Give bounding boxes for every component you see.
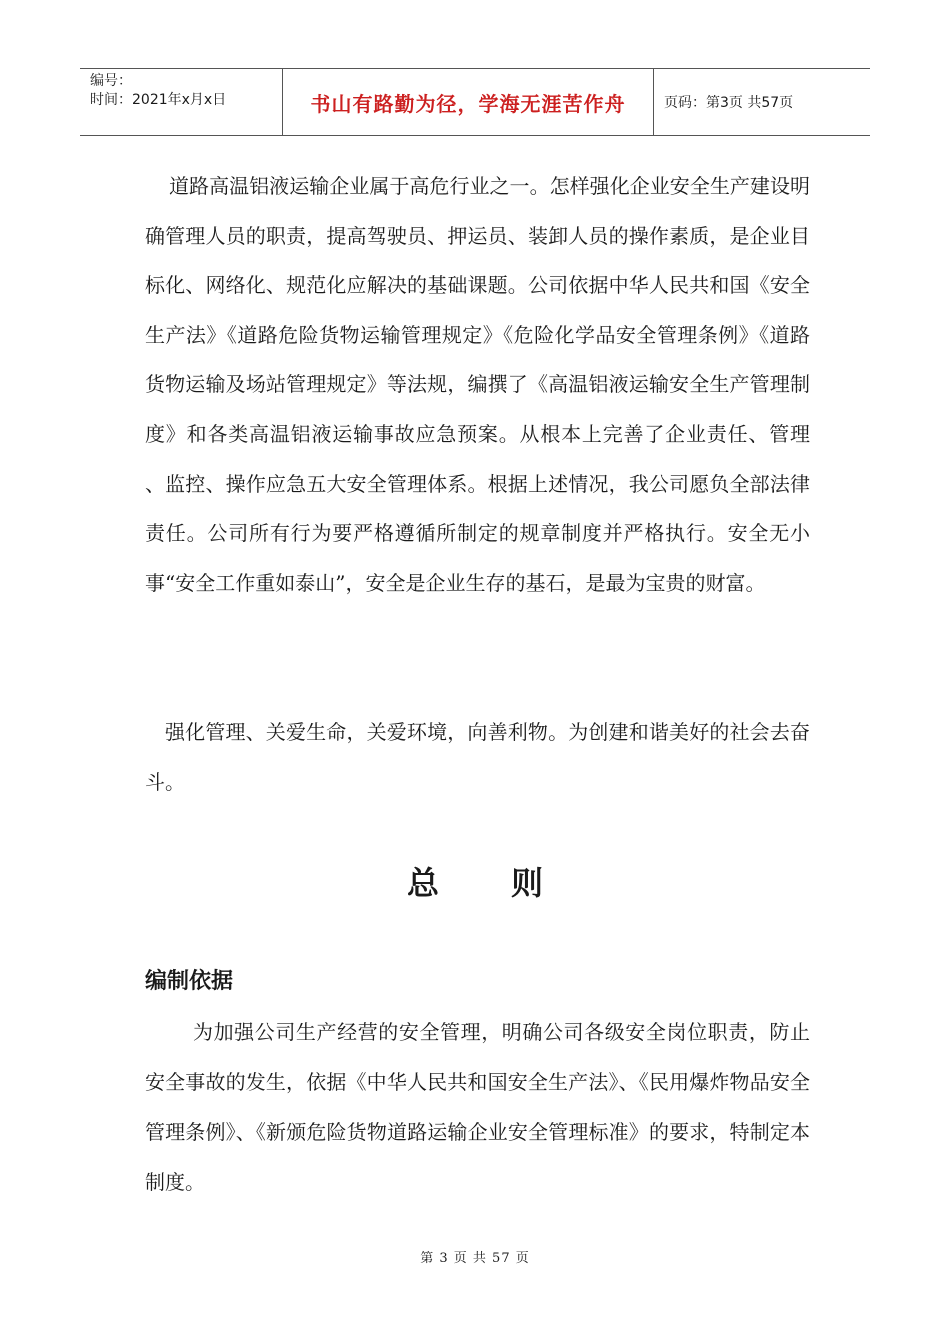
basis-paragraph: 为加强公司生产经营的安全管理，明确公司各级安全岗位职责，防止安全事故的发生，依据《中华人民共和国安全生产法》、《民用爆炸物品安全管理条例》、《新颁危险货物道路运输企业安全管理标准》的要求，特制定本制度。 — [145, 1020, 810, 1194]
section-heading: 编制依据 — [145, 969, 234, 994]
header-motto: 书山有路勤为径，学海无涯苦作舟 — [282, 69, 654, 135]
header-info — [80, 69, 282, 135]
intro-paragraph: 道路高温铝液运输企业属于高危行业之一。怎样强化企业安全生产建设明确管理人员的职责，提高驾驶员、押运员、装卸人员的操作素质，是企业目标化、网络化、规范化应解决的基础课题。公司依据中华人民共和国《安全生产法》《道路危险货物运输管理规定》《危险化学品安全管理条例》《道路货物运输及场站管理规定》等法规，编撰了《高温铝液运输安全生产管理制度》和各类高温铝液运输事故应急预案。从根本上完善了企业责任、管理 、监控、操作应急五大安全管理体系。根据上述情况，我公司愿负全部法律责任。公司所有行为要严格遵循所制定的规章制度并严格执行。安全无小事“安全工作重如泰山”，安全是企业生存的基石，是最为宝贵的财富。 — [145, 174, 810, 595]
page-footer: 第 3 页 共 57 页 — [420, 1251, 530, 1266]
number-label: 编号： — [90, 73, 132, 89]
title-char-1: 总 — [406, 864, 439, 902]
title-char-2: 则 — [511, 864, 544, 902]
header-page-code: 页码：第3页 共57页 — [664, 95, 794, 111]
chapter-title — [0, 858, 950, 904]
time-label: 时间：2021年x月x日 — [90, 92, 227, 108]
slogan-paragraph: 强化管理、关爱生命，关爱环境，向善利物。为创建和谐美好的社会去奋斗。 — [145, 720, 810, 794]
page-header — [80, 68, 870, 136]
